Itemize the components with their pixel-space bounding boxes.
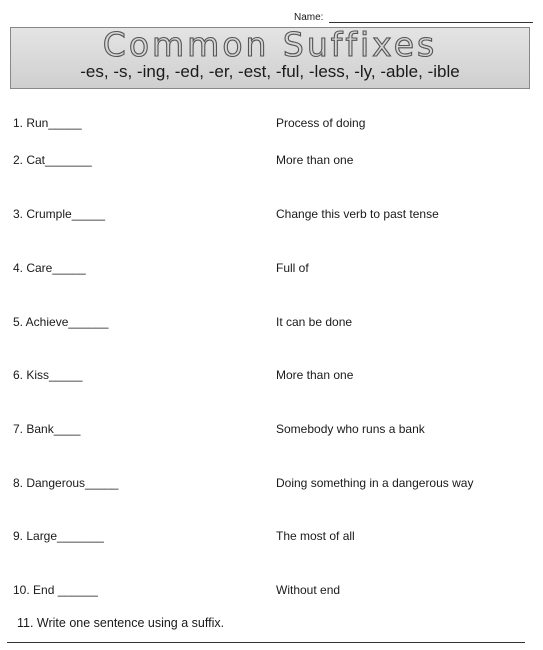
base-word[interactable]: 4. Care_____ (13, 261, 86, 275)
suffix-meaning: Doing something in a dangerous way (276, 476, 474, 490)
suffix-meaning: Process of doing (276, 116, 366, 130)
base-word[interactable]: 3. Crumple_____ (13, 207, 106, 221)
base-word[interactable]: 9. Large_______ (13, 529, 104, 543)
suffix-meaning: Full of (276, 261, 309, 275)
base-word[interactable]: 2. Cat_______ (13, 153, 92, 167)
title-banner (10, 27, 530, 89)
base-word[interactable]: 7. Bank____ (13, 422, 81, 436)
worksheet-title: Common Suffixes (102, 25, 438, 64)
base-word[interactable]: 10. End ______ (13, 583, 98, 597)
suffix-meaning: The most of all (276, 529, 355, 543)
suffix-list: -es, -s, -ing, -ed, -er, -est, -ful, -less, -ly, -able, -ible (80, 62, 460, 81)
suffix-meaning: Without end (276, 583, 341, 597)
name-field (294, 12, 533, 23)
answer-line[interactable] (7, 642, 525, 643)
base-word[interactable]: 5. Achieve______ (13, 315, 109, 329)
name-blank-line[interactable] (329, 12, 533, 23)
suffix-meaning: More than one (276, 153, 354, 167)
base-word[interactable]: 8. Dangerous_____ (13, 476, 119, 490)
suffix-meaning: Somebody who runs a bank (276, 422, 425, 436)
name-label: Name: (294, 12, 324, 23)
final-prompt: 11. Write one sentence using a suffix. (17, 616, 225, 630)
base-word[interactable]: 1. Run_____ (13, 116, 82, 130)
suffix-meaning: It can be done (276, 315, 353, 329)
base-word[interactable]: 6. Kiss_____ (13, 368, 83, 382)
suffix-meaning: More than one (276, 368, 354, 382)
suffix-meaning: Change this verb to past tense (276, 207, 439, 221)
